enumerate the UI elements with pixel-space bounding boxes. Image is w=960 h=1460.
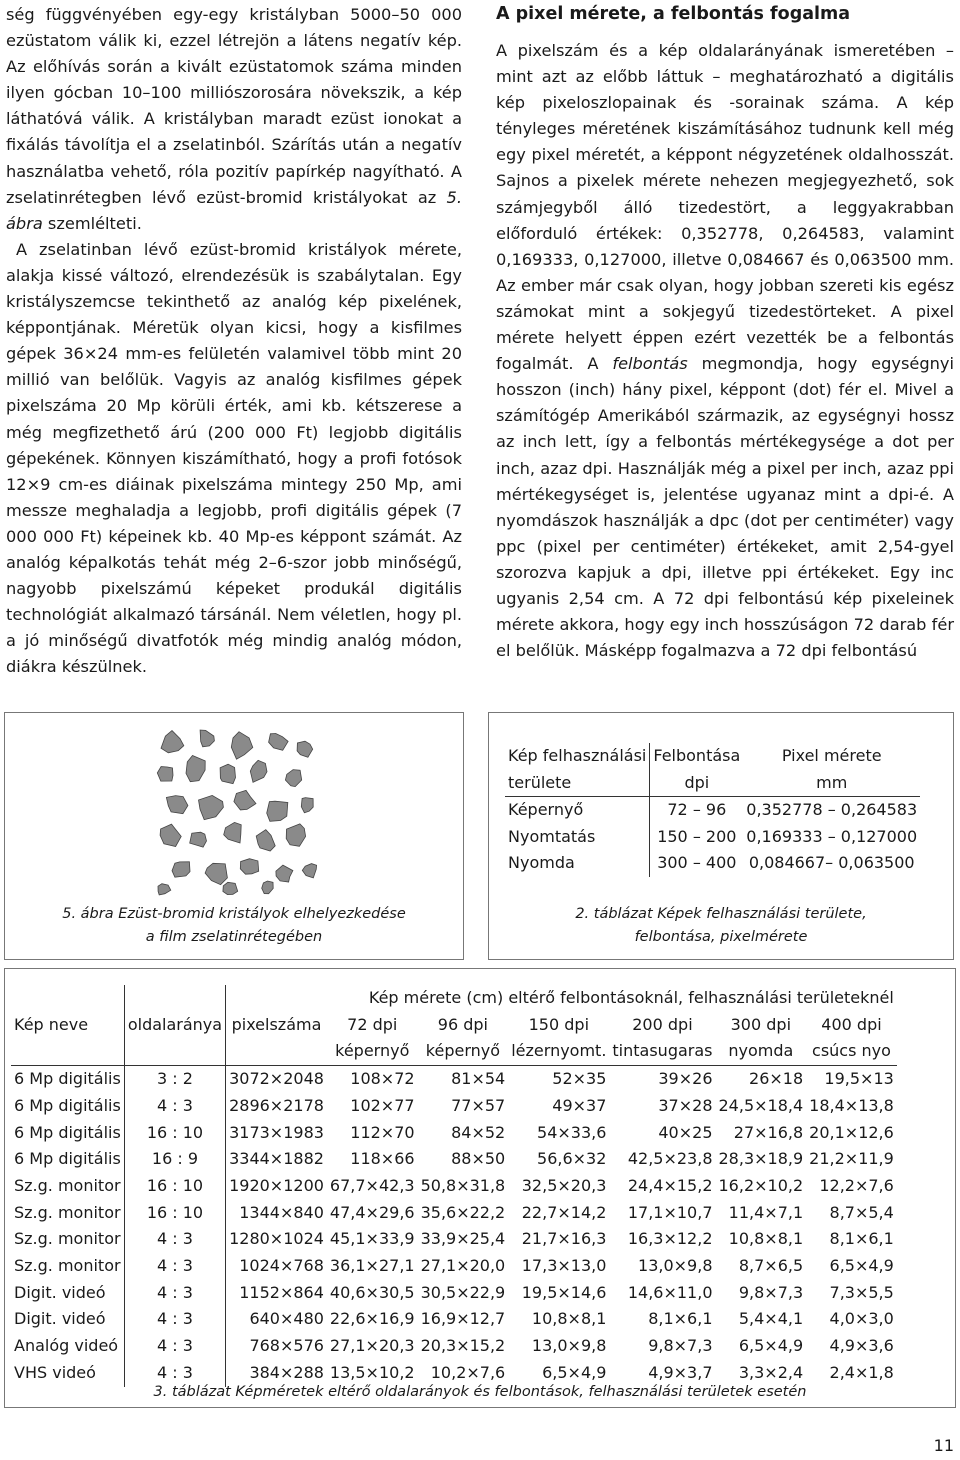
table-cell: 4 : 3 [124, 1306, 225, 1333]
header-cell: nyomda [716, 1038, 807, 1065]
table-row [11, 1093, 897, 1120]
table-cell: 30,5×22,9 [420, 1282, 506, 1302]
table-cell: Sz.g. monitor [11, 1200, 124, 1227]
table-cell: 13,5×10,2 [329, 1362, 415, 1382]
header-cell [226, 985, 327, 1012]
header-cell: lézernyomt. [508, 1038, 609, 1065]
silver-bromide-crystal [285, 770, 301, 787]
table-group-header-row [11, 985, 897, 1012]
header-cell: Kép neve [11, 1012, 124, 1039]
table-cell: 28,3×18,9 [718, 1149, 804, 1169]
header-cell: 400 dpi [821, 1014, 882, 1034]
table-cell: 50,8×31,8 [420, 1175, 506, 1195]
table-cell: 7,3×5,5 [829, 1282, 894, 1302]
silver-bromide-crystal [161, 731, 184, 753]
table-row [505, 797, 920, 824]
table-cell: 1920×1200 [229, 1175, 324, 1195]
table-cell: Digit. videó [11, 1306, 124, 1333]
table-cell: 13,0×9,8 [638, 1256, 713, 1276]
table-cell: 14,6×11,0 [627, 1282, 713, 1302]
table-cell: 22,6×16,9 [329, 1309, 415, 1329]
header-cell: 96 dpi [437, 1014, 488, 1034]
paragraph-text-tail: megmondja, hogy egységnyi hosszon (inch) hány pixel, képpont (dot) fér el. Mivel a számítógép Amerikából származik, az egységnyi hossz az inch lett, így a felbontás mértékegysége a dot per inch, azaz dpi. Használják még a pixel per inch, azaz ppi mértékegységet is, jelentése ugyanaz mint a dpi-é. A nyomdászok használják a dpc (dot per centiméter) vagy ppc (pixel per centiméter) értékeket, amit 2,54-gyel szorozva kapjuk a dpi, illetve ppi értékeket. Egy inc ugyanis 2,54 cm. A 72 dpi felbontású kép pixeleinek mérete akkora, hogy egy inch hosszúságon 72 darab fér el belőlük. Másképp fogalmazva a 72 dpi felbontású [496, 354, 955, 661]
silver-bromide-crystal [250, 760, 267, 782]
table-cell: 21,7×16,3 [521, 1229, 607, 1249]
table-cell: 12,2×7,6 [819, 1175, 894, 1195]
table-cell: 10,8×8,1 [728, 1229, 804, 1249]
silver-bromide-crystal [302, 864, 316, 878]
table-cell: 16 : 10 [124, 1120, 225, 1147]
table-cell: 108×72 [350, 1069, 415, 1089]
table-cell: Nyomda [505, 850, 650, 877]
defined-term: felbontás [612, 354, 688, 374]
table-cell: Nyomtatás [505, 824, 650, 851]
table-header-row [11, 1012, 897, 1039]
table-cell: 0,169333 – 0,127000 [746, 826, 918, 846]
table-cell: 10,8×8,1 [531, 1309, 607, 1329]
table-cell: 8,7×6,5 [738, 1256, 804, 1276]
crystal-illustration [155, 729, 325, 899]
table-row [505, 850, 920, 877]
table-cell: 32,5×20,3 [521, 1175, 607, 1195]
paragraph [6, 2, 462, 237]
header-cell: oldalaránya [124, 1012, 225, 1039]
silver-bromide-crystal [158, 884, 171, 895]
silver-bromide-crystal [200, 730, 214, 747]
table-cell: 84×52 [451, 1122, 506, 1142]
table-cell: 13,0×9,8 [531, 1336, 607, 1356]
table-cell: 8,7×5,4 [829, 1202, 894, 1222]
table-cell: 9,8×7,3 [738, 1282, 804, 1302]
header-cell: csúcs nyo [806, 1038, 897, 1065]
table-cell: 2,4×1,8 [829, 1362, 894, 1382]
table-cell: 640×480 [249, 1309, 324, 1329]
paragraph: A zselatinban lévő ezüst-bromid kristályok mérete, alakja kissé változó, elrendezésük is szabálytalan. Egy kristályszemcse tekinthető az analóg kép pixelének, képpontjának. Méretük olyan kicsi, hogy a kisfilmes gépek 36×24 mm-es felületén valamivel több mint 20 millió van belőlük. Vagyis az analóg kisfilmes gépek pixelszáma 20 Mp körüli érték, ami kb. kétszerese a még megfizethető árú (200 000 Ft) legjobb digitális gépekének. Könnyen kiszámítható, hogy a profi fotósok 12×9 cm-es diáinak pixelszáma mintegy 250 Mp, ami messze meghaladja a legjobb, profi digitális gépek (7 000 000 Ft) képeinek kb. 40 Mp-es képpont számát. Az analóg képalkotás tehát még 2–6-szor jobb minőségű, nagyobb pixelszámú képeket produkál digitális technológiát alkalmazó társánál. Nem véletlen, hogy pl. a jó minőségű divatfotók még mindig analóg módon, diákra készülnek. [6, 239, 462, 677]
table-2-body [505, 797, 920, 877]
table-row [11, 1200, 897, 1227]
table-cell: 18,4×13,8 [809, 1095, 894, 1115]
table-cell: Sz.g. monitor [11, 1226, 124, 1253]
table-cell: 4,0×3,0 [829, 1309, 894, 1329]
silver-bromide-crystal [172, 862, 190, 877]
silver-bromide-crystal [223, 882, 238, 894]
table-cell: Sz.g. monitor [11, 1173, 124, 1200]
header-cell: tintasugaras [609, 1038, 715, 1065]
table-header-row [505, 743, 920, 770]
table-cell: 0,352778 – 0,264583 [746, 800, 918, 819]
table-cell: 16,3×12,2 [627, 1229, 713, 1249]
table-3 [11, 985, 897, 1387]
left-text-column [6, 2, 462, 680]
header-cell: dpi [650, 770, 743, 797]
table-cell: 1152×864 [239, 1282, 324, 1302]
table-3-body [11, 1066, 897, 1387]
table-cell: 4 : 3 [124, 1226, 225, 1253]
table-cell: 56,6×32 [537, 1149, 607, 1169]
table-cell: 45,1×33,9 [329, 1229, 415, 1249]
header-cell: Kép felhasználási [505, 743, 650, 770]
silver-bromide-crystal [199, 795, 224, 819]
header-cell: képernyő [327, 1038, 418, 1065]
table-3-box [4, 968, 956, 1408]
figure-5-box [4, 712, 464, 960]
table-row [11, 1146, 897, 1173]
table-cell: 16 : 9 [124, 1146, 225, 1173]
figure-5-caption [5, 903, 463, 949]
silver-bromide-crystal [240, 859, 258, 875]
table-3-head [11, 985, 897, 1066]
header-cell: Felbontása [653, 746, 741, 765]
table-cell: 6,5×4,9 [738, 1336, 804, 1356]
table-cell: 27,1×20,0 [420, 1256, 506, 1276]
table-cell: 10,2×7,6 [430, 1362, 506, 1382]
section-heading: A pixel mérete, a felbontás fogalma [496, 4, 851, 24]
silver-bromide-crystal [205, 863, 227, 884]
table-cell: VHS videó [11, 1360, 124, 1387]
header-cell [124, 985, 225, 1012]
table-cell: 77×57 [451, 1095, 506, 1115]
paragraph-text-tail: szemlélteti. [42, 213, 142, 233]
table-cell: Digit. videó [11, 1280, 124, 1307]
table-cell: 19,5×13 [824, 1069, 894, 1089]
table-cell: 6,5×4,9 [542, 1362, 607, 1382]
table-cell: 16,2×10,2 [718, 1175, 804, 1195]
table-cell: 0,084667– 0,063500 [748, 853, 915, 872]
table-cell: 5,4×4,1 [738, 1309, 804, 1329]
table-cell: 8,1×6,1 [829, 1229, 894, 1249]
table-row [11, 1306, 897, 1333]
table-cell: 26×18 [749, 1069, 804, 1089]
table-cell: 88×50 [451, 1149, 506, 1169]
table-cell: 6 Mp digitális [11, 1066, 124, 1093]
header-cell [11, 1038, 124, 1065]
table-cell: 3344×1882 [229, 1149, 324, 1169]
silver-bromide-crystal [190, 832, 207, 847]
table-cell: 27×16,8 [733, 1122, 804, 1142]
table-cell: 6 Mp digitális [11, 1093, 124, 1120]
table-cell: Analóg videó [11, 1333, 124, 1360]
table-row [505, 824, 920, 851]
table-cell: Képernyő [505, 797, 650, 824]
table-cell: 54×33,6 [537, 1122, 607, 1142]
table-2-caption [489, 903, 953, 949]
table-cell: 19,5×14,6 [521, 1282, 607, 1302]
table-row [11, 1066, 897, 1093]
silver-bromide-crystal [224, 822, 242, 843]
silver-bromide-crystal [267, 801, 288, 821]
silver-bromide-crystal [286, 824, 305, 846]
table-cell: 3 : 2 [124, 1066, 225, 1093]
table-cell: 150 – 200 [657, 826, 737, 846]
header-cell: 150 dpi [528, 1014, 590, 1034]
table-cell: 6,5×4,9 [829, 1256, 894, 1276]
table-cell: 35,6×22,2 [420, 1202, 506, 1222]
table-cell: 1344×840 [239, 1202, 324, 1222]
table-cell: 49×37 [552, 1095, 607, 1115]
table-cell: 16 : 10 [124, 1200, 225, 1227]
page-number: 11 [933, 1436, 954, 1455]
table-cell: 3072×2048 [229, 1069, 324, 1089]
table-cell: 52×35 [552, 1069, 607, 1089]
table-header-row [505, 770, 920, 797]
table-cell: 1024×768 [239, 1256, 324, 1276]
table-cell: 20,1×12,6 [809, 1122, 894, 1142]
table-cell: 118×66 [350, 1149, 415, 1169]
table-cell: Sz.g. monitor [11, 1253, 124, 1280]
table-cell: 4 : 3 [124, 1253, 225, 1280]
table-cell: 17,3×13,0 [521, 1256, 607, 1276]
table-2 [505, 743, 920, 877]
table-cell: 4,9×3,6 [829, 1336, 894, 1356]
caption-line: 2. táblázat Képek felhasználási területe, [575, 906, 867, 922]
silver-bromide-crystal [256, 830, 275, 851]
table-cell: 40,6×30,5 [329, 1282, 415, 1302]
table-cell: 4 : 3 [124, 1360, 225, 1387]
table-cell: 4 : 3 [124, 1333, 225, 1360]
table-cell: 300 – 400 [657, 853, 737, 872]
table-cell: 384×288 [249, 1362, 324, 1382]
table-cell: 112×70 [350, 1122, 415, 1142]
header-cell [124, 1038, 225, 1065]
table-2-box [488, 712, 954, 960]
caption-line: 5. ábra Ezüst-bromid kristályok elhelyezkedése [62, 906, 406, 922]
table-row [11, 1280, 897, 1307]
header-cell: 300 dpi [730, 1014, 792, 1034]
figure-reference: 5. ábra [6, 187, 462, 233]
table-cell: 24,5×18,4 [718, 1095, 804, 1115]
table-cell: 21,2×11,9 [809, 1149, 894, 1169]
table-cell: 20,3×15,2 [420, 1336, 506, 1356]
table-cell: 72 – 96 [667, 800, 727, 819]
table-cell: 16,9×12,7 [420, 1309, 506, 1329]
table-cell: 3,3×2,4 [738, 1362, 804, 1382]
silver-bromide-crystal [231, 732, 253, 760]
silver-bromide-crystal [186, 756, 205, 782]
table-row [11, 1226, 897, 1253]
table-row [11, 1120, 897, 1147]
table-cell: 4,9×3,7 [648, 1362, 713, 1382]
table-cell: 36,1×27,1 [329, 1256, 415, 1276]
silver-bromide-crystal [220, 764, 235, 783]
paragraph-text: ség függvényében egy-egy kristályban 5000–50 000 ezüstatom válik ki, ezzel létrejön a látens negatív kép. Az előhívás során a kivált ezüstatomok száma minden ilyen gócban 10–100 milliószorosára növekszik, a kép láthatóvá válik. A kristályban maradt ezüst ionokat a fixálás távolítja el a zselatinból. Szárítás után a negatív használatba vehető, róla pozitív papírkép nagyítható. A zselatinrétegben lévő ezüst-bromid kristályokat az [6, 5, 462, 207]
header-cell: 200 dpi [632, 1014, 693, 1034]
table-cell: 768×576 [249, 1336, 324, 1356]
table-cell: 16 : 10 [124, 1173, 225, 1200]
table-subheader-row [11, 1038, 897, 1065]
table-row [11, 1173, 897, 1200]
table-cell: 81×54 [451, 1069, 506, 1089]
table-cell: 37×28 [658, 1095, 713, 1115]
header-cell [11, 985, 124, 1012]
table-cell: 27,1×20,3 [329, 1336, 415, 1356]
table-3-caption: 3. táblázat Képméretek eltérő oldalarányok és felbontások, felhasználási területek esetén [153, 1384, 807, 1400]
silver-bromide-crystal [276, 865, 293, 882]
table-cell: 1280×1024 [229, 1229, 324, 1249]
table-cell: 4 : 3 [124, 1093, 225, 1120]
silver-bromide-crystal [157, 767, 173, 782]
table-cell: 6 Mp digitális [11, 1120, 124, 1147]
header-cell [226, 1038, 327, 1065]
table-cell: 39×26 [658, 1069, 713, 1089]
right-text-column [496, 2, 954, 664]
silver-bromide-crystal [166, 796, 188, 814]
header-cell: területe [505, 770, 650, 797]
table-cell: 17,1×10,7 [627, 1202, 713, 1222]
table-cell: 22,7×14,2 [521, 1202, 607, 1222]
table-row [11, 1253, 897, 1280]
table-cell: 3173×1983 [229, 1122, 324, 1142]
table-cell: 67,7×42,3 [329, 1175, 415, 1195]
silver-bromide-crystal [301, 798, 313, 813]
group-header-cell: Kép mérete (cm) eltérő felbontásoknál, felhasználási területeknél [368, 988, 894, 1007]
table-cell: 24,4×15,2 [627, 1175, 713, 1195]
silver-bromide-crystal [234, 790, 256, 810]
table-cell: 33,9×25,4 [420, 1229, 506, 1249]
paragraph [496, 38, 954, 664]
table-row [11, 1333, 897, 1360]
header-cell: pixelszáma [231, 1014, 322, 1034]
table-cell: 2896×2178 [229, 1095, 324, 1115]
table-cell: 9,8×7,3 [648, 1336, 713, 1356]
silver-bromide-crystal [269, 734, 289, 751]
table-cell: 6 Mp digitális [11, 1146, 124, 1173]
crystal-group [157, 730, 316, 895]
table-cell: 102×77 [350, 1095, 415, 1115]
table-cell: 47,4×29,6 [329, 1202, 415, 1222]
table-cell: 8,1×6,1 [648, 1309, 713, 1329]
table-cell: 4 : 3 [124, 1280, 225, 1307]
silver-bromide-crystal [262, 881, 274, 894]
header-cell: mm [743, 770, 920, 797]
caption-line: felbontása, pixelmérete [634, 929, 808, 945]
silver-bromide-crystal [160, 824, 181, 846]
silver-bromide-crystal [297, 741, 313, 757]
header-cell: 72 dpi [347, 1014, 398, 1034]
paragraph-text: A pixelszám és a kép oldalarányának ismeretében – mint azt az előbb láttuk – meghatározható a digitális kép pixeloszlopainak és -sorainak száma. A kép tényleges méretének kiszámításához tudnunk kell még egy pixel méretét, a képpont négyzetének oldalhosszát. Sajnos a pixelek mérete nehezen megjegyezhető, sok számjegyből álló tizedestört, a leggyakrabban előforduló értékek: 0,352778, 0,264583, valamint 0,169333, 0,127000, illetve 0,084667 és 0,063500 mm. Az ember már csak olyan, hogy jobban szereti kis egész számokat mint a sokjegyű tizedestörteket. A pixel mérete helyett éppen ezért vezették be a felbontás fogalmát. A [496, 41, 954, 374]
caption-line: a film zselatinrétegében [145, 929, 323, 945]
header-cell: képernyő [418, 1038, 509, 1065]
table-cell: 40×25 [658, 1122, 713, 1142]
table-cell: 11,4×7,1 [728, 1202, 804, 1222]
header-cell: Pixel mérete [781, 746, 882, 765]
table-cell: 42,5×23,8 [627, 1149, 713, 1169]
